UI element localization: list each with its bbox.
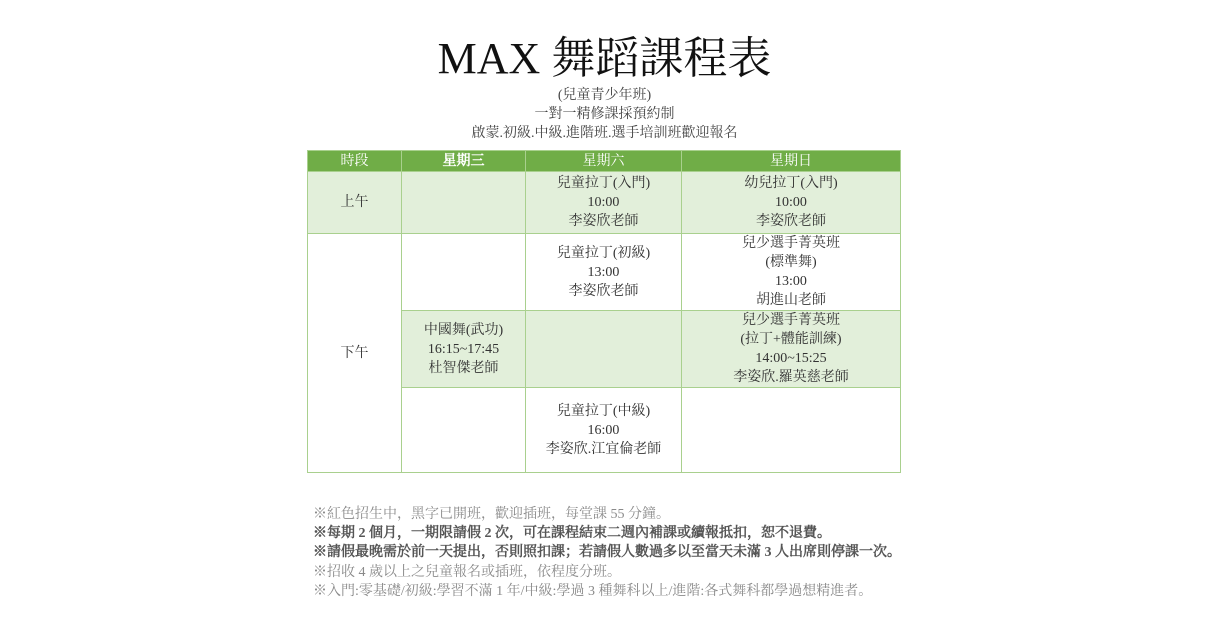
class-time: 13:00	[587, 264, 620, 280]
notes-block	[313, 505, 953, 601]
class-cell	[402, 311, 526, 388]
subtitle-line: 啟蒙.初級.中級.進階班.選手培訓班歡迎報名	[471, 126, 738, 141]
note-line: ※請假最晚需於前一天提出，否則照扣課；若請假人數過多以至當天未滿 3 人出席則停課一次。	[313, 545, 901, 561]
period-afternoon: 下午	[308, 234, 402, 473]
class-name: 兒童拉丁(初級)	[556, 245, 651, 261]
header-sunday: 星期日	[682, 151, 901, 172]
schedule-table	[307, 150, 901, 473]
class-teacher: 李姿欣.江宜倫老師	[545, 441, 662, 457]
cell-empty	[682, 388, 901, 473]
class-time: 10:00	[587, 195, 620, 210]
subtitle-block	[0, 86, 1209, 143]
class-name: 兒童拉丁(中級)	[556, 403, 651, 419]
class-style: (拉丁+體能訓練)	[740, 332, 842, 347]
class-cell	[682, 172, 901, 234]
class-style: (標準舞)	[765, 255, 817, 270]
cell-empty	[402, 388, 526, 473]
class-teacher: 杜智傑老師	[428, 360, 499, 376]
class-name: 兒少選手菁英班	[742, 236, 840, 251]
class-cell	[682, 311, 901, 388]
subtitle-line: (兒童青少年班)	[557, 88, 652, 103]
class-name: 幼兒拉丁(入門)	[744, 176, 838, 191]
class-time: 13:00	[775, 274, 807, 289]
class-time: 10:00	[775, 195, 807, 210]
period-morning: 上午	[308, 172, 402, 234]
class-teacher: 李姿欣.羅英慈老師	[733, 370, 849, 385]
note-line: ※紅色招生中，黑字已開班，歡迎插班，每堂課 55 分鐘。	[313, 507, 670, 522]
table-row	[308, 234, 901, 311]
cell-empty	[402, 234, 526, 311]
class-time: 16:15~17:45	[427, 341, 500, 357]
class-cell	[526, 172, 682, 234]
table-row	[308, 172, 901, 234]
class-cell	[526, 388, 682, 473]
note-line: ※招收 4 歲以上之兒童報名或插班，依程度分班。	[313, 564, 621, 580]
note-line: ※入門:零基礎/初級:學習不滿 1 年/中級:學過 3 種舞科以上/進階:各式舞科都學過想精進者。	[313, 583, 873, 599]
class-time: 16:00	[587, 422, 620, 438]
class-teacher: 李姿欣老師	[756, 214, 826, 229]
class-cell	[526, 234, 682, 311]
class-teacher: 李姿欣老師	[568, 283, 639, 299]
class-name: 中國舞(武功)	[423, 322, 504, 338]
class-cell	[682, 234, 901, 311]
class-name: 兒少選手菁英班	[742, 313, 840, 328]
note-line: ※每期 2 個月，一期限請假 2 次，可在課程結束二週內補課或續報抵扣，恕不退費。	[313, 526, 831, 542]
cell-empty	[526, 311, 682, 388]
header-row	[308, 151, 901, 172]
class-time: 14:00~15:25	[755, 351, 827, 366]
class-name: 兒童拉丁(入門)	[556, 176, 651, 191]
page-title: MAX 舞蹈課程表	[437, 34, 772, 83]
class-teacher: 胡進山老師	[756, 293, 826, 308]
header-wednesday: 星期三	[402, 151, 526, 172]
cell-empty	[402, 172, 526, 234]
class-teacher: 李姿欣老師	[568, 214, 639, 229]
header-period: 時段	[308, 151, 402, 172]
subtitle-line: 一對一精修課採預約制	[534, 107, 675, 122]
header-saturday: 星期六	[526, 151, 682, 172]
